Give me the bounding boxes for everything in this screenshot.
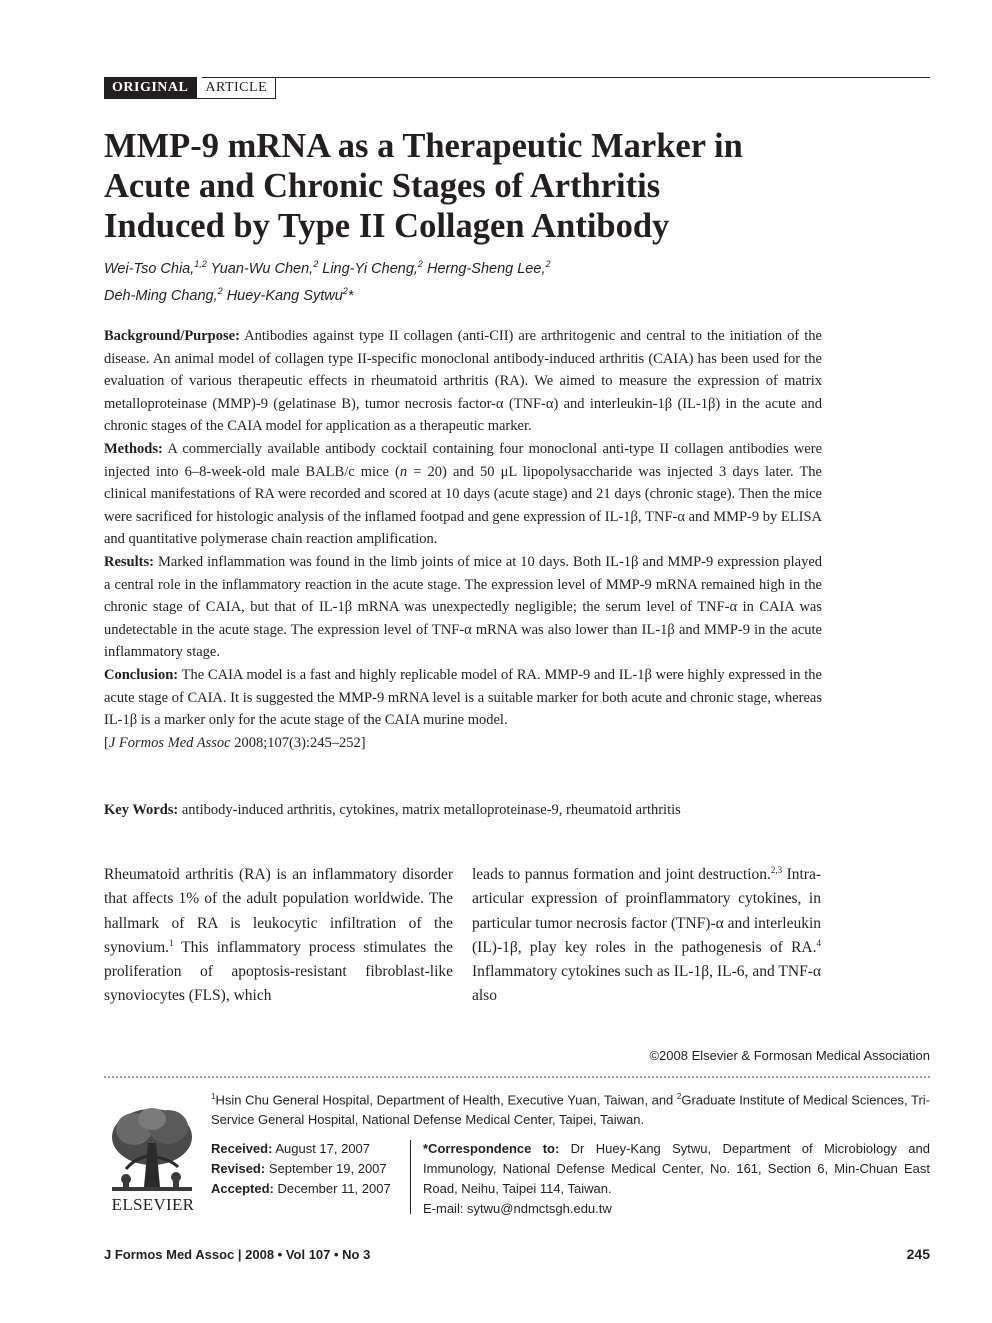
page-number: 245 [906,1246,930,1262]
title-line: Induced by Type II Collagen Antibody [104,207,670,245]
abstract-label: Conclusion: [104,666,179,683]
citation-details: 2008;107(3):245–252] [230,734,366,751]
author-affiliation-ref: 2 [545,259,551,269]
citation-bracket: [ [104,734,109,751]
citation-journal: J Formos Med Assoc [108,734,231,751]
body-text: Intra-articular expression of proinflammatory cytokines, in particular tumor necrosis factor (TNF)-α and interleukin (IL)-1β, play key roles in the pathogenesis of RA. [472,866,821,956]
abstract-label: Results: [104,553,154,570]
revised-date [211,1159,407,1179]
abstract-background [104,325,822,438]
body-column-left [104,863,453,1009]
reference-ref[interactable]: 1 [169,937,174,948]
author-affiliation-ref: 2 [417,259,423,269]
author-affiliation-ref: 1,2 [194,259,207,269]
date-label: Received: [211,1141,273,1156]
affiliation-text: Hsin Chu General Hospital, Department of Health, Executive Yuan, Taiwan, and [215,1092,677,1108]
keywords [104,799,864,821]
affiliation-number: 1 [211,1092,216,1101]
affiliations [211,1087,930,1130]
author-affiliation-ref: 2 [217,285,223,296]
body-text: leads to pannus formation and joint destruction. [472,866,771,883]
abstract-text: A commercially available antibody cocktail containing four monoclonal anti-type II collagen antibodies were injected into 6–8-week-old male BALB/c mice ( [104,440,822,480]
body-text: Inflammatory cytokines such as IL-1β, IL-6, and TNF-α also [472,963,821,1005]
reference-ref[interactable]: 2,3 [770,864,783,875]
article-title [104,126,884,246]
citation [104,735,366,751]
article-type-tag [104,77,276,99]
corresponding-author-mark: * [347,287,354,304]
abstract-methods [104,438,822,551]
date-value: December 11, 2007 [277,1181,391,1196]
body-text: This inflammatory process stimulates the proliferation of apoptosis-resistant fibroblast-like synoviocytes (FLS), which [104,938,453,1005]
correspondence-address: Dr Huey-Kang Sytwu, Department of Microbiology and Immunology, National Defense Medical Center, No. 161, Section 6, Min-Chuan East Road, Neihu, Taipei 114, Taiwan. [423,1141,930,1196]
tag-article: ARTICLE [196,77,276,99]
body-column-right [472,863,821,1009]
date-value: August 17, 2007 [275,1141,371,1156]
author-list [104,253,864,307]
keywords-text: antibody-induced arthritis, cytokines, matrix metalloproteinase-9, rheumatoid arthritis [181,802,681,818]
article-dates [211,1139,407,1199]
reference-ref[interactable]: 4 [816,937,821,948]
abstract-results [104,551,822,664]
journal-footer: J Formos Med Assoc | 2008 • Vol 107 • No 3 [104,1247,371,1262]
affiliation-number: 2 [676,1092,682,1101]
author-affiliation-ref: 2 [342,285,348,296]
copyright-notice: ©2008 Elsevier & Formosan Medical Association [649,1048,930,1063]
keywords-label: Key Words: [104,802,179,818]
author-name: Ling-Yi Cheng, [322,260,418,277]
abstract-conclusion [104,664,822,754]
elsevier-wordmark: ELSEVIER [111,1195,195,1214]
title-line: MMP-9 mRNA as a Therapeutic Marker in [104,127,743,165]
abstract [104,325,822,754]
correspondence [423,1139,930,1219]
author-name: Wei-Tso Chia, [104,260,195,277]
abstract-label: Background/Purpose: [104,328,240,344]
abstract-label: Methods: [104,440,163,457]
vertical-divider [410,1140,411,1214]
abstract-text: Antibodies against type II collagen (anti-CII) are arthritogenic and central to the initiation of the disease. An animal model of collagen type II-specific monoclonal antibody-induced arthritis (CAIA) has been used for the evaluation of various therapeutic effects in rheumatoid arthritis (RA). We aimed to measure the expression of matrix metalloproteinase (MMP)-9 (gelatinase B), tumor necrosis factor-α (TNF-α) and interleukin-1β (IL-1β) in the acute and chronic stages of the CAIA model for application as a therapeutic marker. [104,328,822,435]
affiliation-text: Graduate Institute of Medical Sciences, Tri-Service General Hospital, National Defense Medical Center, Taipei, Taiwan. [211,1092,930,1128]
author-name: Deh-Ming Chang, [104,287,218,304]
abstract-text: Marked inflammation was found in the limb joints of mice at 10 days. Both IL-1β and MMP-9 expression played a central role in the inflammatory reaction in the acute stage. The expression level of MMP-9 mRNA remained high in the chronic stage of CAIA, but that of IL-1β mRNA was unexpectedly negligible; the serum level of TNF-α in CAIA was undetectable in the acute stage. The expression level of TNF-α mRNA was also lower than IL-1β and MMP-9 in the acute inflammatory stage. [104,553,823,661]
author-name: Yuan-Wu Chen, [210,260,314,277]
title-line: Acute and Chronic Stages of Arthritis [104,167,661,205]
date-value: September 19, 2007 [268,1161,387,1176]
abstract-italic: n [399,463,408,480]
author-name: Huey-Kang Sytwu [226,287,343,304]
date-label: Accepted: [211,1181,274,1196]
correspondence-label: *Correspondence to: [423,1141,560,1156]
correspondence-email[interactable]: E-mail: sytwu@ndmctsgh.edu.tw [423,1201,612,1216]
header-rule [202,77,930,78]
dotted-divider [104,1076,930,1078]
author-name: Herng-Sheng Lee, [426,260,546,277]
abstract-text: = 20) and 50 μL lipopolysaccharide was injected 3 days later. The clinical manifestations of RA were recorded and scored at 10 days (acute stage) and 21 days (chronic stage). Then the mice were sacrificed for histologic analysis of the inflamed footpad and gene expression of IL-1β, TNF-α and MMP-9 by ELISA and quantitative polymerase chain reaction amplification. [104,463,822,548]
accepted-date [211,1179,407,1199]
body-text: Rheumatoid arthritis (RA) is an inflammatory disorder that affects 1% of the adult population worldwide. The hallmark of RA is leukocytic infiltration of the synovium. [104,866,453,956]
author-affiliation-ref: 2 [313,259,319,269]
abstract-text: The CAIA model is a fast and highly replicable model of RA. MMP-9 and IL-1β were highly expressed in the acute stage of CAIA. It is suggested the MMP-9 mRNA level is a suitable marker for both acute and chronic stage, whereas IL-1β is a marker only for the acute stage of the CAIA murine model. [104,666,822,729]
tag-original: ORIGINAL [104,77,196,99]
date-label: Revised: [211,1161,266,1176]
received-date [211,1139,407,1159]
